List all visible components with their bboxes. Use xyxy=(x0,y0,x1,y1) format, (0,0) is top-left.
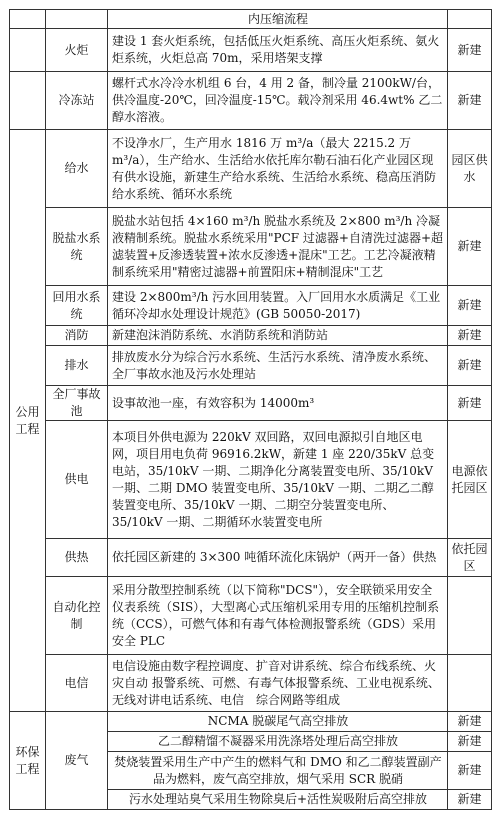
item-name: 全厂事故池 xyxy=(46,386,108,421)
row-description: 焚烧装置采用生产中产生的燃料气和 DMO 和乙二醇装置副产品为燃料，废气高空排放，烟气采用 SCR 脱硝 xyxy=(108,752,448,790)
table-cell xyxy=(46,10,108,29)
row-note: 电源依托园区 xyxy=(448,421,492,539)
row-note: 新建 xyxy=(448,326,492,346)
row-description: 内压缩流程 xyxy=(108,10,448,29)
item-name: 自动化控制 xyxy=(46,577,108,655)
category-environmental: 环保工程 xyxy=(10,712,46,810)
table-row xyxy=(10,286,492,326)
row-note: 新建 xyxy=(448,72,492,130)
row-note: 新建 xyxy=(448,712,492,732)
row-note: 新建 xyxy=(448,790,492,810)
item-name: 排水 xyxy=(46,346,108,386)
row-note: 新建 xyxy=(448,29,492,72)
table-row xyxy=(10,421,492,539)
table-row xyxy=(10,655,492,712)
row-description: 乙二醇精馏不凝器采用洗涤塔处理后高空排放 xyxy=(108,732,448,752)
item-name: 废气 xyxy=(46,712,108,810)
row-note: 园区供水 xyxy=(448,130,492,208)
row-description: 依托园区新建的 3×300 吨循环流化床锅炉（两开一备）供热 xyxy=(108,539,448,577)
row-description: 本项目外供电源为 220kV 双回路，双回电源拟引自地区电网，项目用电负荷 96916.2kW，新建 1 座 220/35kV 总变电站，35/10kV 一期、二期净化分离装置变电所、35/10kV 一期、二期 DMO 装置变电所、35/10kV 一期、二期乙二醇装置变电所、35/10kV 一期、二期空分装置变电所、35/10kV 一期、二期循环水装置变电所 xyxy=(108,421,448,539)
row-note: 新建 xyxy=(448,208,492,286)
table-row xyxy=(10,346,492,386)
row-description: 新建泡沫消防系统、水消防系统和消防站 xyxy=(108,326,448,346)
row-note: 新建 xyxy=(448,346,492,386)
row-note: 新建 xyxy=(448,752,492,790)
row-note: 新建 xyxy=(448,732,492,752)
item-name: 回用水系统 xyxy=(46,286,108,326)
table-row xyxy=(10,712,492,732)
table-row xyxy=(10,29,492,72)
row-description: NCMA 脱碳尾气高空排放 xyxy=(108,712,448,732)
row-description: 螺杆式水冷冷水机组 6 台，4 用 2 备，制冷量 2100kW/台，供冷温度-20℃，回冷温度-15℃。载冷剂采用 46.4wt% 乙二醇水溶液。 xyxy=(108,72,448,130)
table-cell xyxy=(10,10,46,29)
item-name: 供电 xyxy=(46,421,108,539)
document-page xyxy=(9,9,491,810)
row-note: 依托园区 xyxy=(448,539,492,577)
category-public-works: 公用工程 xyxy=(10,130,46,712)
row-description: 脱盐水站包括 4×160 m³/h 脱盐水系统及 2×800 m³/h 冷凝液精制系统。脱盐水系统采用"PCF 过滤器+自清洗过滤器+超滤装置+反渗透装置+浓水反渗透+混床"工艺。工艺冷凝液精制系统采用"精密过滤器+前置阳床+精制混床"工艺 xyxy=(108,208,448,286)
row-description: 电信设施由数字程控调度、扩音对讲系统、综合布线系统、火灾自动 报警系统、可燃、有毒气体报警系统、工业电视系统、无线对讲电话系统、电信 综合网路等组成 xyxy=(108,655,448,712)
row-note xyxy=(448,577,492,655)
table-row xyxy=(10,72,492,130)
row-note xyxy=(448,10,492,29)
table-row xyxy=(10,577,492,655)
item-name: 脱盐水系统 xyxy=(46,208,108,286)
item-name: 供热 xyxy=(46,539,108,577)
table-row xyxy=(10,10,492,29)
row-description: 建设 1 套火炬系统，包括低压火炬系统、高压火炬系统、氨火炬系统，火炬总高 70m，采用塔架支撑 xyxy=(108,29,448,72)
table-cell xyxy=(10,72,46,130)
row-description: 污水处理站臭气采用生物除臭后+活性炭吸附后高空排放 xyxy=(108,790,448,810)
table-row xyxy=(10,130,492,208)
table-cell xyxy=(10,29,46,72)
item-name: 冷冻站 xyxy=(46,72,108,130)
row-description: 设事故池一座，有效容积为 14000m³ xyxy=(108,386,448,421)
row-note: 新建 xyxy=(448,386,492,421)
table-row xyxy=(10,539,492,577)
item-name: 电信 xyxy=(46,655,108,712)
row-description: 建设 2×800m³/h 污水回用装置。入厂回用水水质满足《工业循环冷却水处理设计规范》(GB 50050-2017) xyxy=(108,286,448,326)
table-row xyxy=(10,386,492,421)
table-row xyxy=(10,326,492,346)
row-description: 不设净水厂，生产用水 1816 万 m³/a（最大 2215.2 万 m³/a），生产给水、生活给水依托库尔勒石油石化产业园区现有供水设施，新建生产给水系统、生活给水系统、稳高压消防给水系统、循环水系统 xyxy=(108,130,448,208)
project-components-table xyxy=(9,9,492,810)
item-name: 给水 xyxy=(46,130,108,208)
item-name: 消防 xyxy=(46,326,108,346)
row-description: 采用分散型控制系统（以下简称"DCS"），安全联锁采用安全仪表系统（SIS），大型离心式压缩机采用专用的压缩机控制系统（CCS），可燃气体和有毒气体检测报警系统（GDS）采用安全 PLC xyxy=(108,577,448,655)
row-note xyxy=(448,655,492,712)
item-name: 火炬 xyxy=(46,29,108,72)
row-note: 新建 xyxy=(448,286,492,326)
table-row xyxy=(10,208,492,286)
row-description: 排放废水分为综合污水系统、生活污水系统、清净废水系统、全厂事故水池及污水处理站 xyxy=(108,346,448,386)
